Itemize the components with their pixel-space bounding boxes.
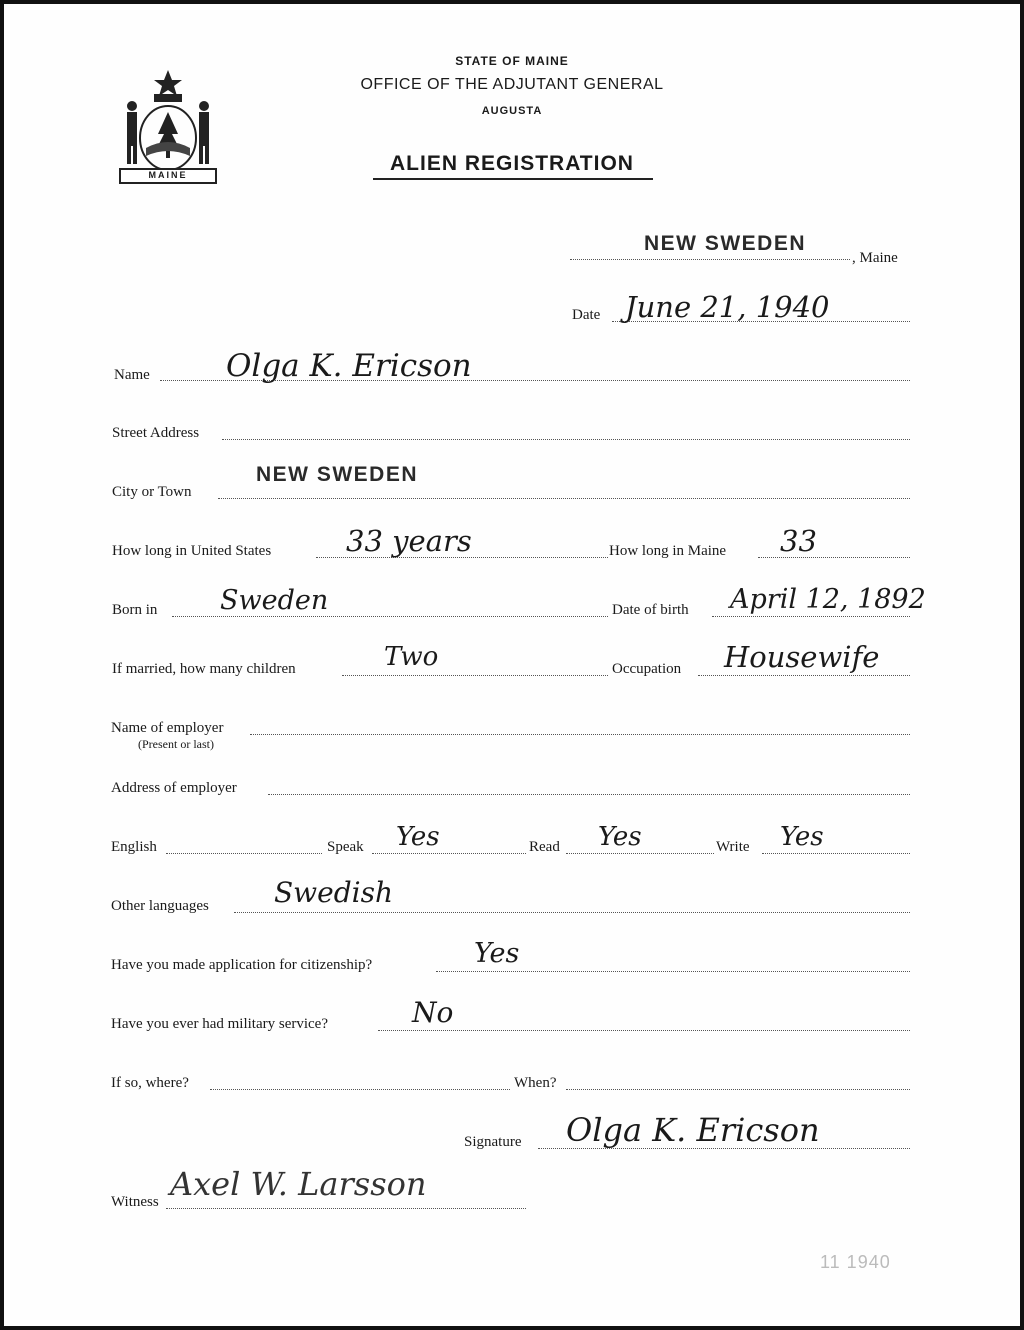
witness-line: [166, 1208, 526, 1209]
children-line: [342, 675, 608, 676]
speak-label: Speak: [327, 839, 364, 855]
citizenship-value: Yes: [474, 938, 520, 969]
title-underline: [373, 178, 653, 180]
write-label: Write: [716, 839, 750, 855]
header-city: AUGUSTA: [481, 105, 543, 117]
military-label: Have you ever had military service?: [111, 1016, 328, 1032]
read-line: [566, 853, 714, 854]
when-line: [566, 1089, 910, 1090]
children-value: Two: [384, 642, 439, 672]
english-label: English: [111, 839, 157, 855]
city-stamp: NEW SWEDEN: [256, 463, 418, 486]
other-languages-label: Other languages: [111, 898, 209, 914]
born-in-label: Born in: [112, 602, 158, 618]
write-value: Yes: [780, 822, 824, 852]
town-line: [570, 259, 850, 260]
page-title: ALIEN REGISTRATION: [390, 152, 634, 175]
date-of-birth-line: [712, 616, 910, 617]
name-value: Olga K. Ericson: [226, 348, 472, 384]
other-languages-line: [234, 912, 910, 913]
date-label: Date: [572, 307, 601, 323]
read-label: Read: [529, 839, 560, 855]
read-value: Yes: [598, 822, 642, 852]
speak-value: Yes: [396, 822, 440, 852]
received-stamp: 11 1940: [820, 1252, 891, 1272]
where-label: If so, where?: [111, 1075, 189, 1091]
seal-banner-text: MAINE: [148, 170, 188, 180]
citizenship-line: [436, 971, 910, 972]
state-label: , Maine: [852, 250, 898, 266]
date-of-birth-value: April 12, 1892: [730, 584, 926, 615]
street-address-label: Street Address: [112, 425, 200, 441]
signature-label: Signature: [464, 1134, 522, 1150]
born-in-line: [172, 616, 608, 617]
how-long-us-label: How long in United States: [112, 543, 272, 559]
military-value: No: [412, 996, 454, 1029]
how-long-maine-value: 33: [780, 524, 817, 558]
write-line: [762, 853, 910, 854]
when-label: When?: [514, 1075, 557, 1091]
city-label: City or Town: [112, 484, 192, 500]
where-line: [210, 1089, 510, 1090]
signature-value: Olga K. Ericson: [566, 1111, 820, 1149]
occupation-label: Occupation: [612, 661, 682, 677]
employer-address-line: [268, 794, 910, 795]
english-line: [166, 853, 322, 854]
date-of-birth-label: Date of birth: [612, 602, 689, 618]
name-label: Name: [114, 367, 150, 383]
born-in-value: Sweden: [220, 585, 329, 616]
how-long-maine-label: How long in Maine: [609, 543, 727, 559]
street-address-line: [222, 439, 910, 440]
date-value: June 21, 1940: [625, 290, 830, 324]
employer-name-sublabel: (Present or last): [138, 737, 214, 751]
city-line: [218, 498, 910, 499]
military-line: [378, 1030, 910, 1031]
citizenship-label: Have you made application for citizenship?: [111, 957, 373, 973]
witness-value: Axel W. Larsson: [170, 1165, 427, 1203]
how-long-us-value: 33 years: [346, 524, 472, 558]
speak-line: [372, 853, 526, 854]
header-office: OFFICE OF THE ADJUTANT GENERAL: [360, 76, 664, 93]
occupation-line: [698, 675, 910, 676]
town-stamp: NEW SWEDEN: [644, 232, 806, 255]
employer-address-label: Address of employer: [111, 780, 237, 796]
employer-name-label: Name of employer: [111, 720, 224, 736]
occupation-value: Housewife: [724, 640, 880, 674]
employer-name-line: [250, 734, 910, 735]
header-state: STATE OF MAINE: [455, 54, 569, 68]
children-label: If married, how many children: [112, 661, 296, 677]
witness-label: Witness: [111, 1194, 159, 1210]
other-languages-value: Swedish: [274, 876, 393, 909]
